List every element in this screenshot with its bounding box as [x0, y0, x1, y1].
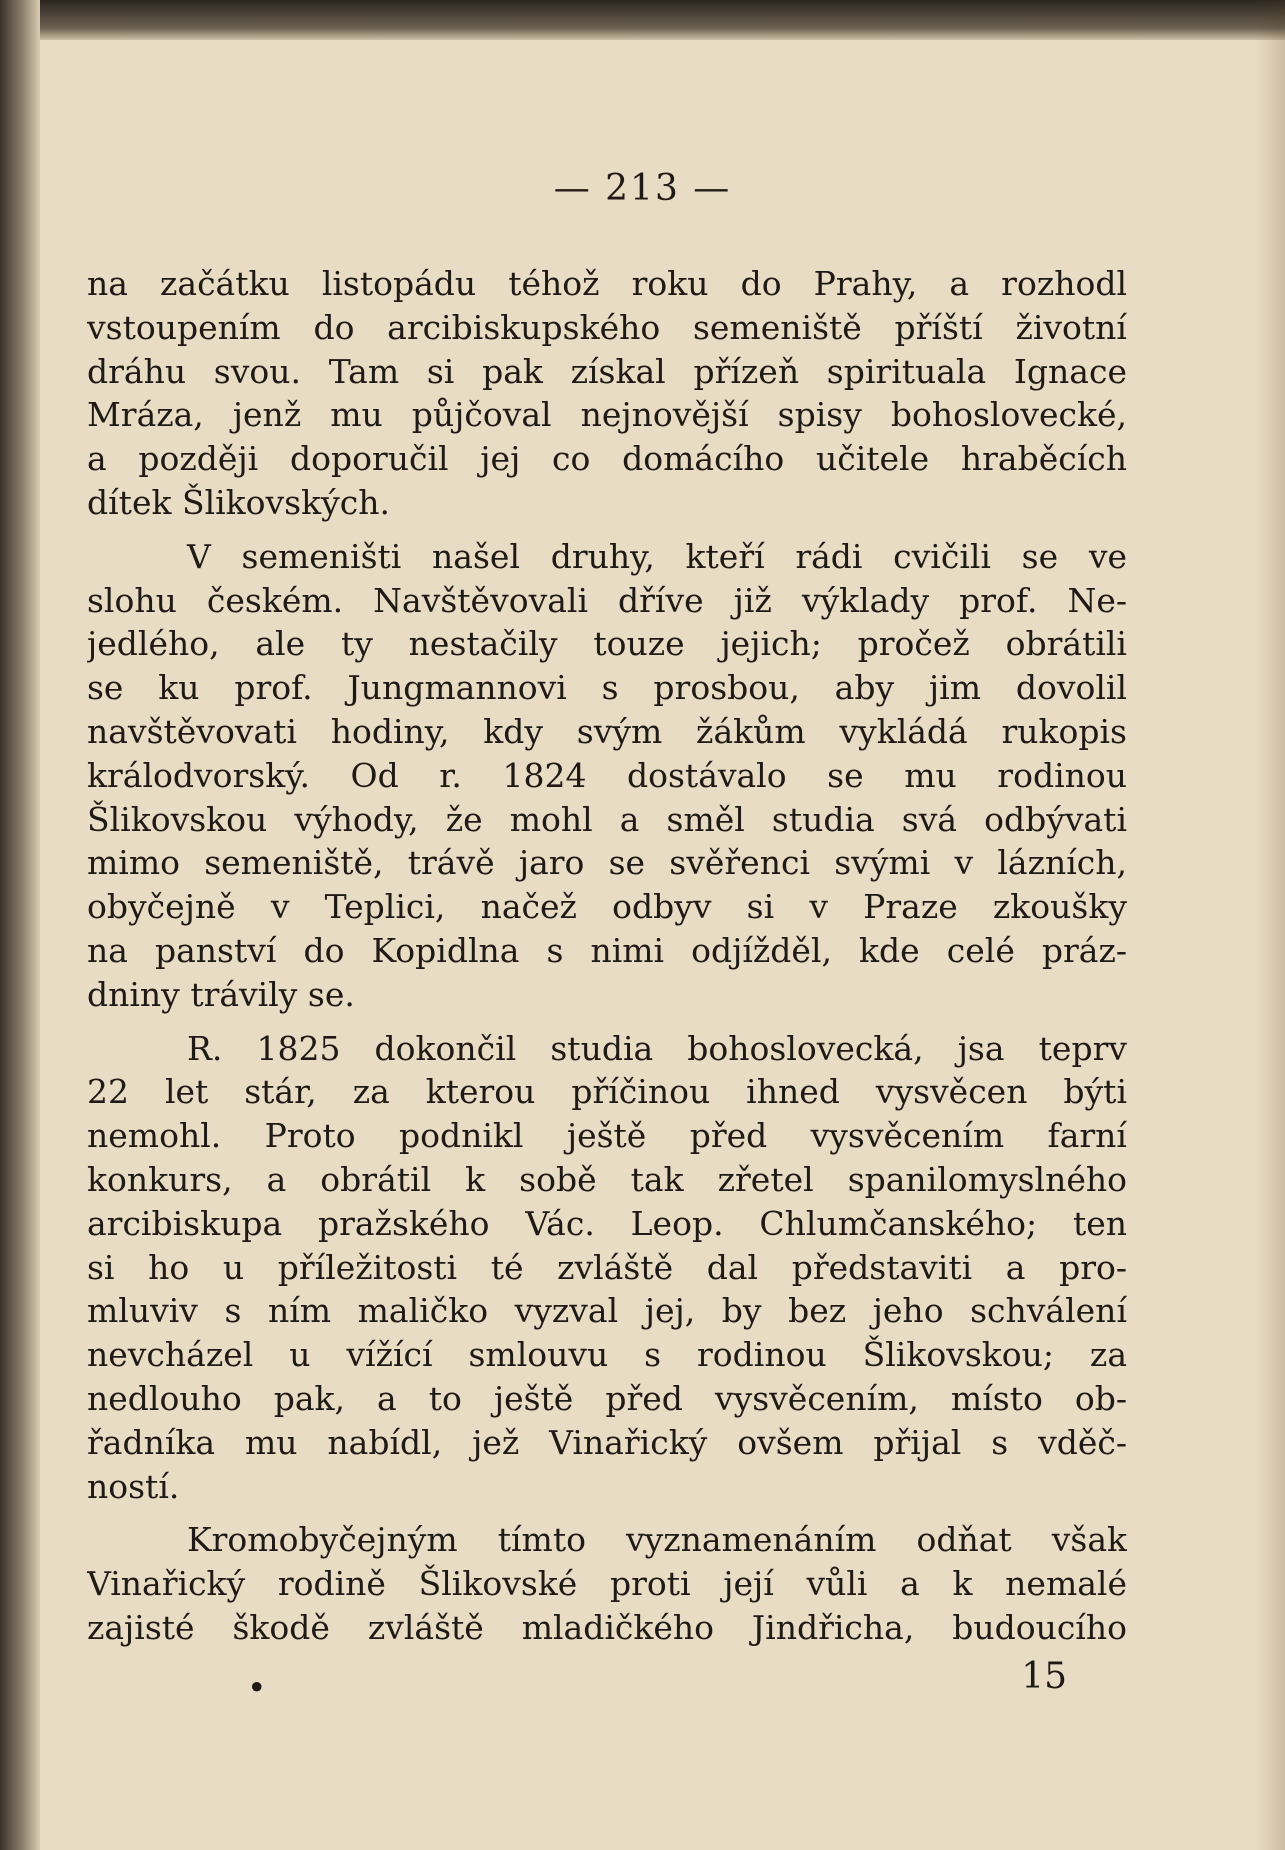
text-line: Šlikovskou výhody, že mohl a směl studia svá odbývati: [87, 799, 1127, 839]
text-line: dítek Šlikovských.: [87, 482, 390, 522]
text-line: ností.: [87, 1466, 180, 1506]
signature-dot: •: [247, 1668, 267, 1707]
text-line: dráhu svou. Tam si pak získal přízeň spirituala Ignace: [87, 351, 1127, 391]
text-line: nedlouho pak, a to ještě před vysvěcením, místo ob-: [87, 1378, 1127, 1418]
text-line: slohu českém. Navštěvovali dříve již výklady prof. Ne-: [87, 580, 1127, 620]
signature-line: [87, 1656, 1067, 1707]
text-line: mluviv s ním maličko vyzval jej, by bez jeho schválení: [87, 1291, 1127, 1331]
paragraph: [87, 262, 1127, 525]
text-line: na panství do Kopidlna s nimi odjížděl, kde celé práz-: [87, 930, 1127, 970]
paragraph: [87, 1027, 1127, 1509]
text-line: R. 1825 dokončil studia bohoslovecká, jsa teprv: [187, 1028, 1127, 1068]
text-line: Vinařický rodině Šlikovské proti její vůli a k nemalé: [87, 1564, 1127, 1604]
text-line: řadníka mu nabídl, jež Vinařický ovšem přijal s vděč-: [87, 1422, 1127, 1462]
text-line: si ho u příležitosti té zvláště dal představiti a pro-: [87, 1247, 1127, 1287]
signature-number: 15: [1021, 1656, 1067, 1697]
text-line: konkurs, a obrátil k sobě tak zřetel spanilomyslného: [87, 1159, 1127, 1199]
text-line: a později doporučil jej co domácího učitele hraběcích: [87, 439, 1127, 479]
paragraph: [87, 535, 1127, 1017]
paragraph: [87, 1518, 1127, 1649]
binding-shadow: [0, 0, 40, 1850]
page-number-header: — 213 —: [553, 168, 732, 209]
paragraph-gap: [87, 525, 1127, 535]
text-line: jedlého, ale ty nestačily touze jejich; pročež obrátili: [87, 624, 1127, 664]
text-line: Mráza, jenž mu půjčoval nejnovější spisy bohoslovecké,: [87, 395, 1127, 435]
text-line: obyčejně v Teplici, načež odbyv si v Praze zkoušky: [87, 887, 1127, 927]
page-right-shade: [1255, 0, 1285, 1850]
text-line: mimo semeniště, trávě jaro se svěřenci svými v lázních,: [87, 843, 1127, 883]
text-line: Kromobyčejným tímto vyznamenáním odňat však: [187, 1520, 1127, 1560]
text-line: dniny trávily se.: [87, 974, 355, 1014]
text-line: se ku prof. Jungmannovi s prosbou, aby jim dovolil: [87, 668, 1127, 708]
text-line: V semeništi našel druhy, kteří rádi cvičili se ve: [187, 536, 1127, 576]
text-line: králodvorský. Od r. 1824 dostávalo se mu rodinou: [87, 755, 1127, 795]
paragraph-gap: [87, 1017, 1127, 1027]
text-line: 22 let stár, za kterou příčinou ihned vysvěcen býti: [87, 1072, 1127, 1112]
text-line: arcibiskupa pražského Vác. Leop. Chlumčanského; ten: [87, 1203, 1127, 1243]
text-line: vstoupením do arcibiskupského semeniště příští životní: [87, 307, 1127, 347]
page-top-shadow: [0, 0, 1285, 40]
text-line: nevcházel u vížící smlouvu s rodinou Šlikovskou; za: [87, 1335, 1127, 1375]
text-line: navštěvovati hodiny, kdy svým žákům vykládá rukopis: [87, 711, 1127, 751]
text-line: nemohl. Proto podnikl ještě před vysvěcením farní: [87, 1116, 1127, 1156]
text-line: zajisté škodě zvláště mladičkého Jindřicha, budoucího: [87, 1607, 1127, 1647]
text-line: na začátku listopádu téhož roku do Prahy, a rozhodl: [87, 264, 1127, 303]
paragraph-gap: [87, 1508, 1127, 1518]
body-text: [87, 262, 1127, 1650]
